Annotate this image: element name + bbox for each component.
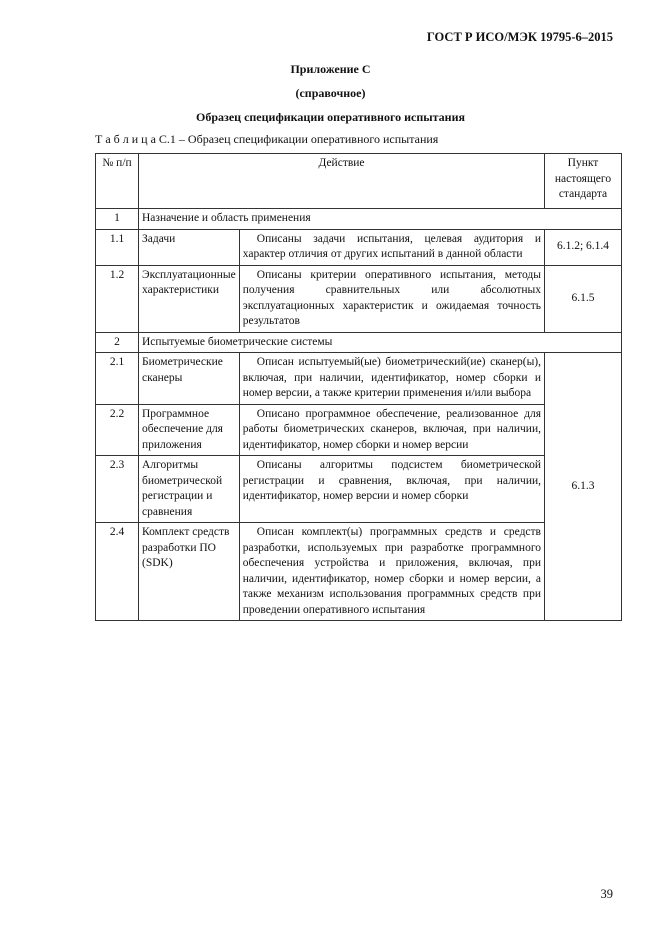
document-standard-header: ГОСТ Р ИСО/МЭК 19795-6–2015 [426, 30, 613, 44]
table-row [96, 332, 622, 353]
row-description: Описано программное обеспечение, реализованное для работы биометрических сканеров, включая, при наличии, идентификатор, номер сборки и номер версии [239, 404, 544, 456]
row-clause: 6.1.3 [545, 353, 622, 621]
row-clause: 6.1.5 [545, 265, 622, 332]
table-caption: Т а б л и ц а С.1 – Образец спецификации оперативного испытания [95, 132, 439, 146]
table-row [96, 523, 622, 621]
row-description: Описан испытуемый(ые) биометрический(ие) сканер(ы), включая, при наличии, идентификатор, номер сборки и номер версии, а также критерии применения и/или выбора [239, 353, 544, 405]
row-name: Алгоритмы биометрической регистрации и сравнения [139, 456, 240, 523]
row-description: Описан комплект(ы) программных средств и средств разработки, используемых при разработке программного обеспечения устройства и приложения, включая, при наличии, идентификатор, номер сборки и номер версии, а также механизм использования программных средств при проведении оперативного испытания [239, 523, 544, 621]
page-number: 39 [600, 887, 613, 901]
row-name: Биометрические сканеры [139, 353, 240, 405]
row-description: Описаны критерии оперативного испытания, методы получения сравнительных или абсолютных эксплуатационных характеристик и ожидаемая точность результатов [239, 265, 544, 332]
table-row [96, 209, 622, 230]
row-name: Задачи [139, 229, 240, 265]
table-row [96, 229, 622, 265]
row-section-title: Назначение и область применения [139, 209, 622, 230]
row-num: 2.3 [96, 456, 139, 523]
row-num: 1.2 [96, 265, 139, 332]
table-row [96, 456, 622, 523]
row-section-title: Испытуемые биометрические системы [139, 332, 622, 353]
appendix-subtitle: Образец спецификации оперативного испытания [196, 110, 465, 124]
row-name: Эксплуатационные характеристики [139, 265, 240, 332]
appendix-title: Приложение С [290, 62, 371, 76]
row-clause: 6.1.2; 6.1.4 [545, 229, 622, 265]
appendix-status: (справочное) [295, 86, 366, 100]
row-description: Описаны алгоритмы подсистем биометрической регистрации и сравнения, включая, при наличии, идентификатор, номер версии и номер сборки [239, 456, 544, 523]
row-num: 1.1 [96, 229, 139, 265]
spec-table [95, 153, 622, 621]
row-num: 2 [96, 332, 139, 353]
row-num: 1 [96, 209, 139, 230]
header-clause: Пункт настоящего стандарта [545, 154, 622, 209]
header-num: № п/п [96, 154, 139, 209]
row-num: 2.4 [96, 523, 139, 621]
row-description: Описаны задачи испытания, целевая аудитория и характер отличия от других испытаний в данной области [239, 229, 544, 265]
row-name: Программное обеспечение для приложения [139, 404, 240, 456]
table-row [96, 404, 622, 456]
row-name: Комплект средств разработки ПО (SDK) [139, 523, 240, 621]
row-num: 2.1 [96, 353, 139, 405]
table-row [96, 265, 622, 332]
row-num: 2.2 [96, 404, 139, 456]
table-header-row [96, 154, 622, 209]
header-action: Действие [139, 154, 545, 209]
table-row [96, 353, 622, 405]
